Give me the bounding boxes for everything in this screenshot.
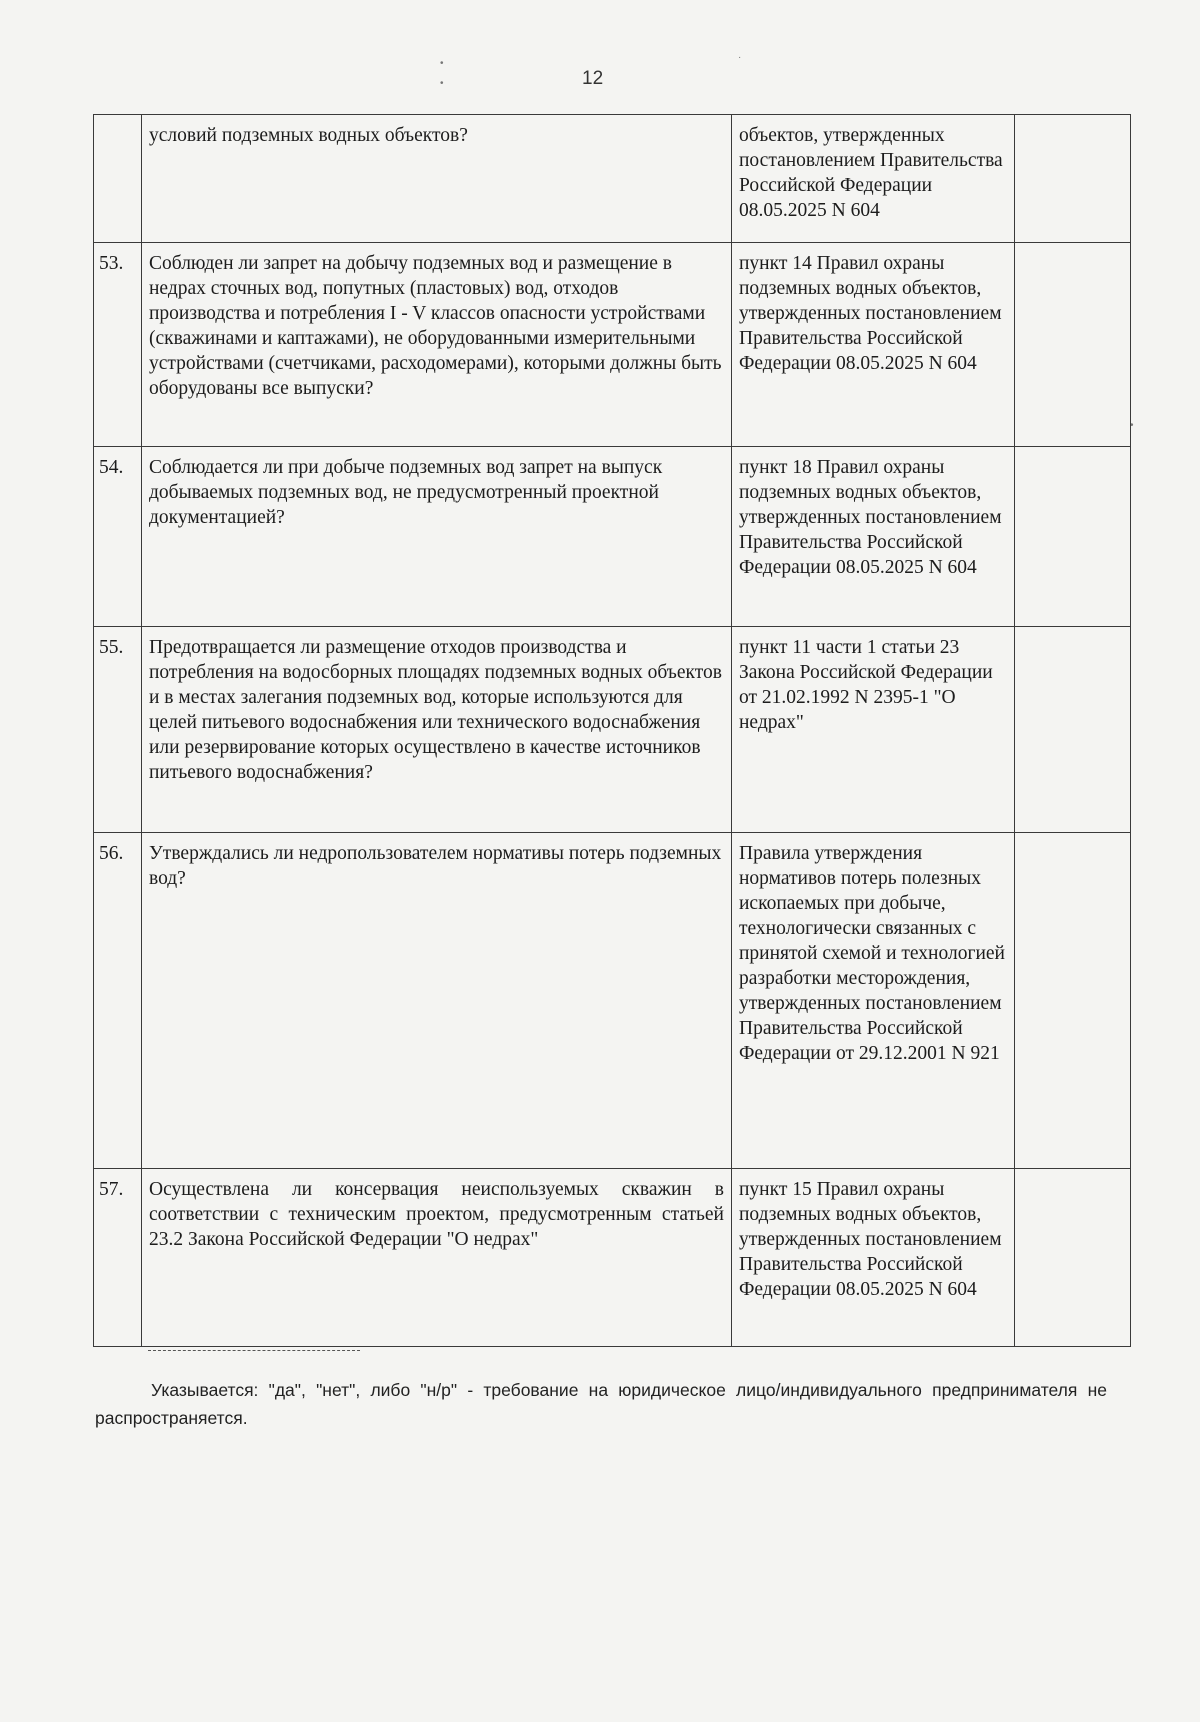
scan-speck: ·: [738, 52, 742, 63]
table-row: [94, 1169, 1131, 1347]
scan-speck: •: [440, 78, 444, 89]
reference-cell: пункт 14 Правил охраны подземных водных объектов, утвержденных постановлением Правительства Российской Федерации 08.05.2025 N 604: [732, 243, 1015, 447]
row-number: 55.: [94, 627, 142, 833]
scan-speck: •: [1130, 420, 1134, 431]
question-cell: Утверждались ли недропользователем нормативы потерь подземных вод?: [142, 833, 732, 1169]
table-row: [94, 447, 1131, 627]
table-row: [94, 243, 1131, 447]
reference-cell: Правила утверждения нормативов потерь полезных ископаемых при добыче, технологически связанных с принятой схемой и технологией разработки месторождения, утвержденных постановлением Правительства Российской Федерации от 29.12.2001 N 921: [732, 833, 1015, 1169]
answer-cell: [1015, 833, 1131, 1169]
row-number: [94, 115, 142, 243]
footnote-separator: [148, 1350, 360, 1351]
reference-cell: пункт 18 Правил охраны подземных водных объектов, утвержденных постановлением Правительства Российской Федерации 08.05.2025 N 604: [732, 447, 1015, 627]
answer-cell: [1015, 1169, 1131, 1347]
question-cell: Предотвращается ли размещение отходов производства и потребления на водосборных площадях подземных водных объектов и в местах залегания подземных вод, которые используются для целей питьевого водоснабжения или технического водоснабжения или резервирование которых осуществлено в качестве источников питьевого водоснабжения?: [142, 627, 732, 833]
question-cell: условий подземных водных объектов?: [142, 115, 732, 243]
footnote-text: Указывается: "да", "нет", либо "н/р" - требование на юридическое лицо/индивидуального предпринимателя не распространяется.: [95, 1380, 1107, 1428]
row-number: 53.: [94, 243, 142, 447]
answer-cell: [1015, 243, 1131, 447]
row-number: 56.: [94, 833, 142, 1169]
table-row: [94, 833, 1131, 1169]
row-number: 54.: [94, 447, 142, 627]
answer-cell: [1015, 627, 1131, 833]
reference-cell: пункт 15 Правил охраны подземных водных объектов, утвержденных постановлением Правительства Российской Федерации 08.05.2025 N 604: [732, 1169, 1015, 1347]
table-row: [94, 115, 1131, 243]
reference-cell: объектов, утвержденных постановлением Правительства Российской Федерации 08.05.2025 N 604: [732, 115, 1015, 243]
scan-speck: •: [440, 58, 444, 69]
question-cell: Осуществлена ли консервация неиспользуемых скважин в соответствии с техническим проектом, предусмотренным статьей 23.2 Закона Российской Федерации "О недрах": [142, 1169, 732, 1347]
row-number: 57.: [94, 1169, 142, 1347]
requirements-table: [93, 114, 1131, 1347]
question-cell: Соблюдается ли при добыче подземных вод запрет на выпуск добываемых подземных вод, не предусмотренный проектной документацией?: [142, 447, 732, 627]
reference-cell: пункт 11 части 1 статьи 23 Закона Российской Федерации от 21.02.1992 N 2395-1 "О недрах": [732, 627, 1015, 833]
question-cell: Соблюден ли запрет на добычу подземных вод и размещение в недрах сточных вод, попутных (пластовых) вод, отходов производства и потребления I - V классов опасности устройствами (скважинами и каптажами), не оборудованными измерительными устройствами (счетчиками, расходомерами), которыми должны быть оборудованы все выпуски?: [142, 243, 732, 447]
page-number: 12: [582, 68, 604, 89]
table-row: [94, 627, 1131, 833]
answer-cell: [1015, 447, 1131, 627]
answer-cell: [1015, 115, 1131, 243]
